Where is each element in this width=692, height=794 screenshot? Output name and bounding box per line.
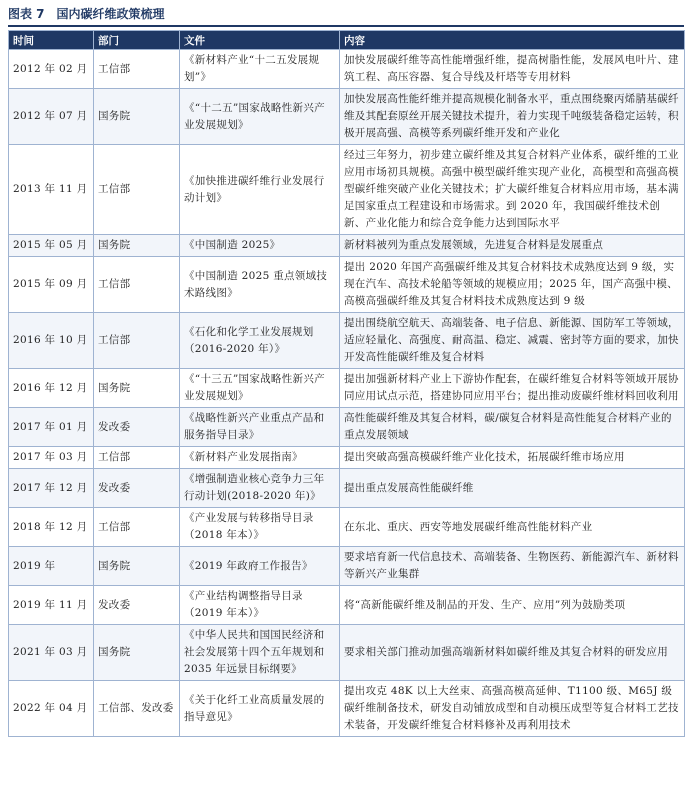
- cell-dept: 发改委: [94, 408, 180, 447]
- cell-content: 在东北、重庆、西安等地发展碳纤维高性能材料产业: [340, 508, 685, 547]
- header-dept: 部门: [94, 31, 180, 50]
- table-row: [9, 469, 685, 508]
- cell-time: 2019 年 11 月: [9, 586, 94, 625]
- cell-content: 将“高新能碳纤维及制品的开发、生产、应用”列为鼓励类项: [340, 586, 685, 625]
- cell-time: 2013 年 11 月: [9, 145, 94, 235]
- cell-time: 2017 年 01 月: [9, 408, 94, 447]
- table-row: [9, 625, 685, 681]
- cell-content: 加快发展碳纤维等高性能增强纤维，提高树脂性能，发展风电叶片、建筑工程、高压容器、复合导线及杆塔等专用材料: [340, 50, 685, 89]
- cell-dept: 工信部: [94, 447, 180, 469]
- cell-doc: 《“十三五”国家战略性新兴产业发展规划》: [180, 369, 340, 408]
- cell-time: 2016 年 10 月: [9, 313, 94, 369]
- cell-dept: 工信部、发改委: [94, 681, 180, 737]
- cell-time: 2018 年 12 月: [9, 508, 94, 547]
- cell-dept: 工信部: [94, 257, 180, 313]
- cell-time: 2015 年 09 月: [9, 257, 94, 313]
- cell-content: 提出围绕航空航天、高端装备、电子信息、新能源、国防军工等领域，适应轻量化、高强度、耐高温、稳定、减震、密封等方面的要求，加快开发高性能碳纤维及复合材料: [340, 313, 685, 369]
- cell-content: 加快发展高性能纤维并提高规模化制备水平，重点围绕聚丙烯腈基碳纤维及其配套原丝开展关键技术提升，着力实现千吨级装备稳定运转，积极开展高强、高模等系列碳纤维开发和产业化: [340, 89, 685, 145]
- cell-dept: 国务院: [94, 369, 180, 408]
- cell-content: 提出加强新材料产业上下游协作配套，在碳纤维复合材料等领域开展协同应用试点示范，搭建协同应用平台；提出推动废碳纤维材料回收利用: [340, 369, 685, 408]
- cell-doc: 《中国制造 2025》: [180, 235, 340, 257]
- table-row: [9, 89, 685, 145]
- figure-title: [8, 4, 684, 24]
- cell-dept: 国务院: [94, 235, 180, 257]
- cell-time: 2019 年: [9, 547, 94, 586]
- table-row: [9, 369, 685, 408]
- table-row: [9, 235, 685, 257]
- table-row: [9, 681, 685, 737]
- figure-caption: 国内碳纤维政策梳理: [56, 7, 165, 21]
- header-time: 时间: [9, 31, 94, 50]
- cell-doc: 《增强制造业核心竞争力三年行动计划(2018-2020 年)》: [180, 469, 340, 508]
- cell-doc: 《中国制造 2025 重点领域技术路线图》: [180, 257, 340, 313]
- cell-time: 2012 年 07 月: [9, 89, 94, 145]
- table-row: [9, 586, 685, 625]
- cell-doc: 《石化和化学工业发展规划（2016-2020 年）》: [180, 313, 340, 369]
- cell-content: 要求培育新一代信息技术、高端装备、生物医药、新能源汽车、新材料等新兴产业集群: [340, 547, 685, 586]
- table-row: [9, 50, 685, 89]
- cell-dept: 工信部: [94, 145, 180, 235]
- cell-doc: 《战略性新兴产业重点产品和服务指导目录》: [180, 408, 340, 447]
- header-content: 内容: [340, 31, 685, 50]
- cell-time: 2015 年 05 月: [9, 235, 94, 257]
- cell-content: 高性能碳纤维及其复合材料，碳/碳复合材料是高性能复合材料产业的重点发展领域: [340, 408, 685, 447]
- table-row: [9, 447, 685, 469]
- cell-content: 要求相关部门推动加强高端新材料如碳纤维及其复合材料的研发应用: [340, 625, 685, 681]
- table-row: [9, 257, 685, 313]
- cell-time: 2017 年 03 月: [9, 447, 94, 469]
- cell-dept: 工信部: [94, 508, 180, 547]
- cell-doc: 《关于化纤工业高质量发展的指导意见》: [180, 681, 340, 737]
- table-row: [9, 508, 685, 547]
- cell-doc: 《加快推进碳纤维行业发展行动计划》: [180, 145, 340, 235]
- table-row: [9, 145, 685, 235]
- cell-doc: 《2019 年政府工作报告》: [180, 547, 340, 586]
- cell-content: 提出 2020 年国产高强碳纤维及其复合材料技术成熟度达到 9 级，实现在汽车、高技术轮船等领域的规模应用；2025 年，国产高强中模、高模高强碳纤维及其复合材料技术成熟度达到 9 级: [340, 257, 685, 313]
- cell-dept: 发改委: [94, 469, 180, 508]
- cell-dept: 国务院: [94, 625, 180, 681]
- table-row: [9, 408, 685, 447]
- cell-doc: 《新材料产业“十二五发展规划”》: [180, 50, 340, 89]
- cell-time: 2012 年 02 月: [9, 50, 94, 89]
- cell-time: 2022 年 04 月: [9, 681, 94, 737]
- cell-content: 提出重点发展高性能碳纤维: [340, 469, 685, 508]
- title-divider: [8, 25, 684, 27]
- table-row: [9, 547, 685, 586]
- cell-dept: 国务院: [94, 547, 180, 586]
- table-header-row: [9, 31, 685, 50]
- cell-dept: 国务院: [94, 89, 180, 145]
- cell-doc: 《中华人民共和国国民经济和社会发展第十四个五年规划和 2035 年远景目标纲要》: [180, 625, 340, 681]
- table-body: [9, 50, 685, 737]
- cell-doc: 《“十二五”国家战略性新兴产业发展规划》: [180, 89, 340, 145]
- cell-content: 提出突破高强高模碳纤维产业化技术，拓展碳纤维市场应用: [340, 447, 685, 469]
- policy-table: [8, 30, 685, 737]
- cell-dept: 工信部: [94, 50, 180, 89]
- cell-dept: 发改委: [94, 586, 180, 625]
- cell-content: 新材料被列为重点发展领域，先进复合材料是发展重点: [340, 235, 685, 257]
- cell-time: 2016 年 12 月: [9, 369, 94, 408]
- cell-dept: 工信部: [94, 313, 180, 369]
- figure-number: 图表 7: [8, 7, 45, 21]
- cell-time: 2021 年 03 月: [9, 625, 94, 681]
- cell-doc: 《产业结构调整指导目录（2019 年本）》: [180, 586, 340, 625]
- cell-doc: 《产业发展与转移指导目录（2018 年本）》: [180, 508, 340, 547]
- cell-content: 经过三年努力，初步建立碳纤维及其复合材料产业体系，碳纤维的工业应用市场初具规模。高强中模型碳纤维实现产业化，高模型和高强高模型碳纤维突破产业化关键技术；扩大碳纤维复合材料应用市场，基本满足国家重点工程建设和市场需求。到 2020 年，我国碳纤维技术创新、产业化能力和综合竞争能力达到国际水平: [340, 145, 685, 235]
- cell-time: 2017 年 12 月: [9, 469, 94, 508]
- cell-doc: 《新材料产业发展指南》: [180, 447, 340, 469]
- header-doc: 文件: [180, 31, 340, 50]
- table-row: [9, 313, 685, 369]
- cell-content: 提出攻克 48K 以上大丝束、高强高模高延伸、T1100 级、M65J 级碳纤维制备技术，研发自动铺放成型和自动模压成型等复合材料工艺技术装备，开发碳纤维复合材料修补及再利用技术: [340, 681, 685, 737]
